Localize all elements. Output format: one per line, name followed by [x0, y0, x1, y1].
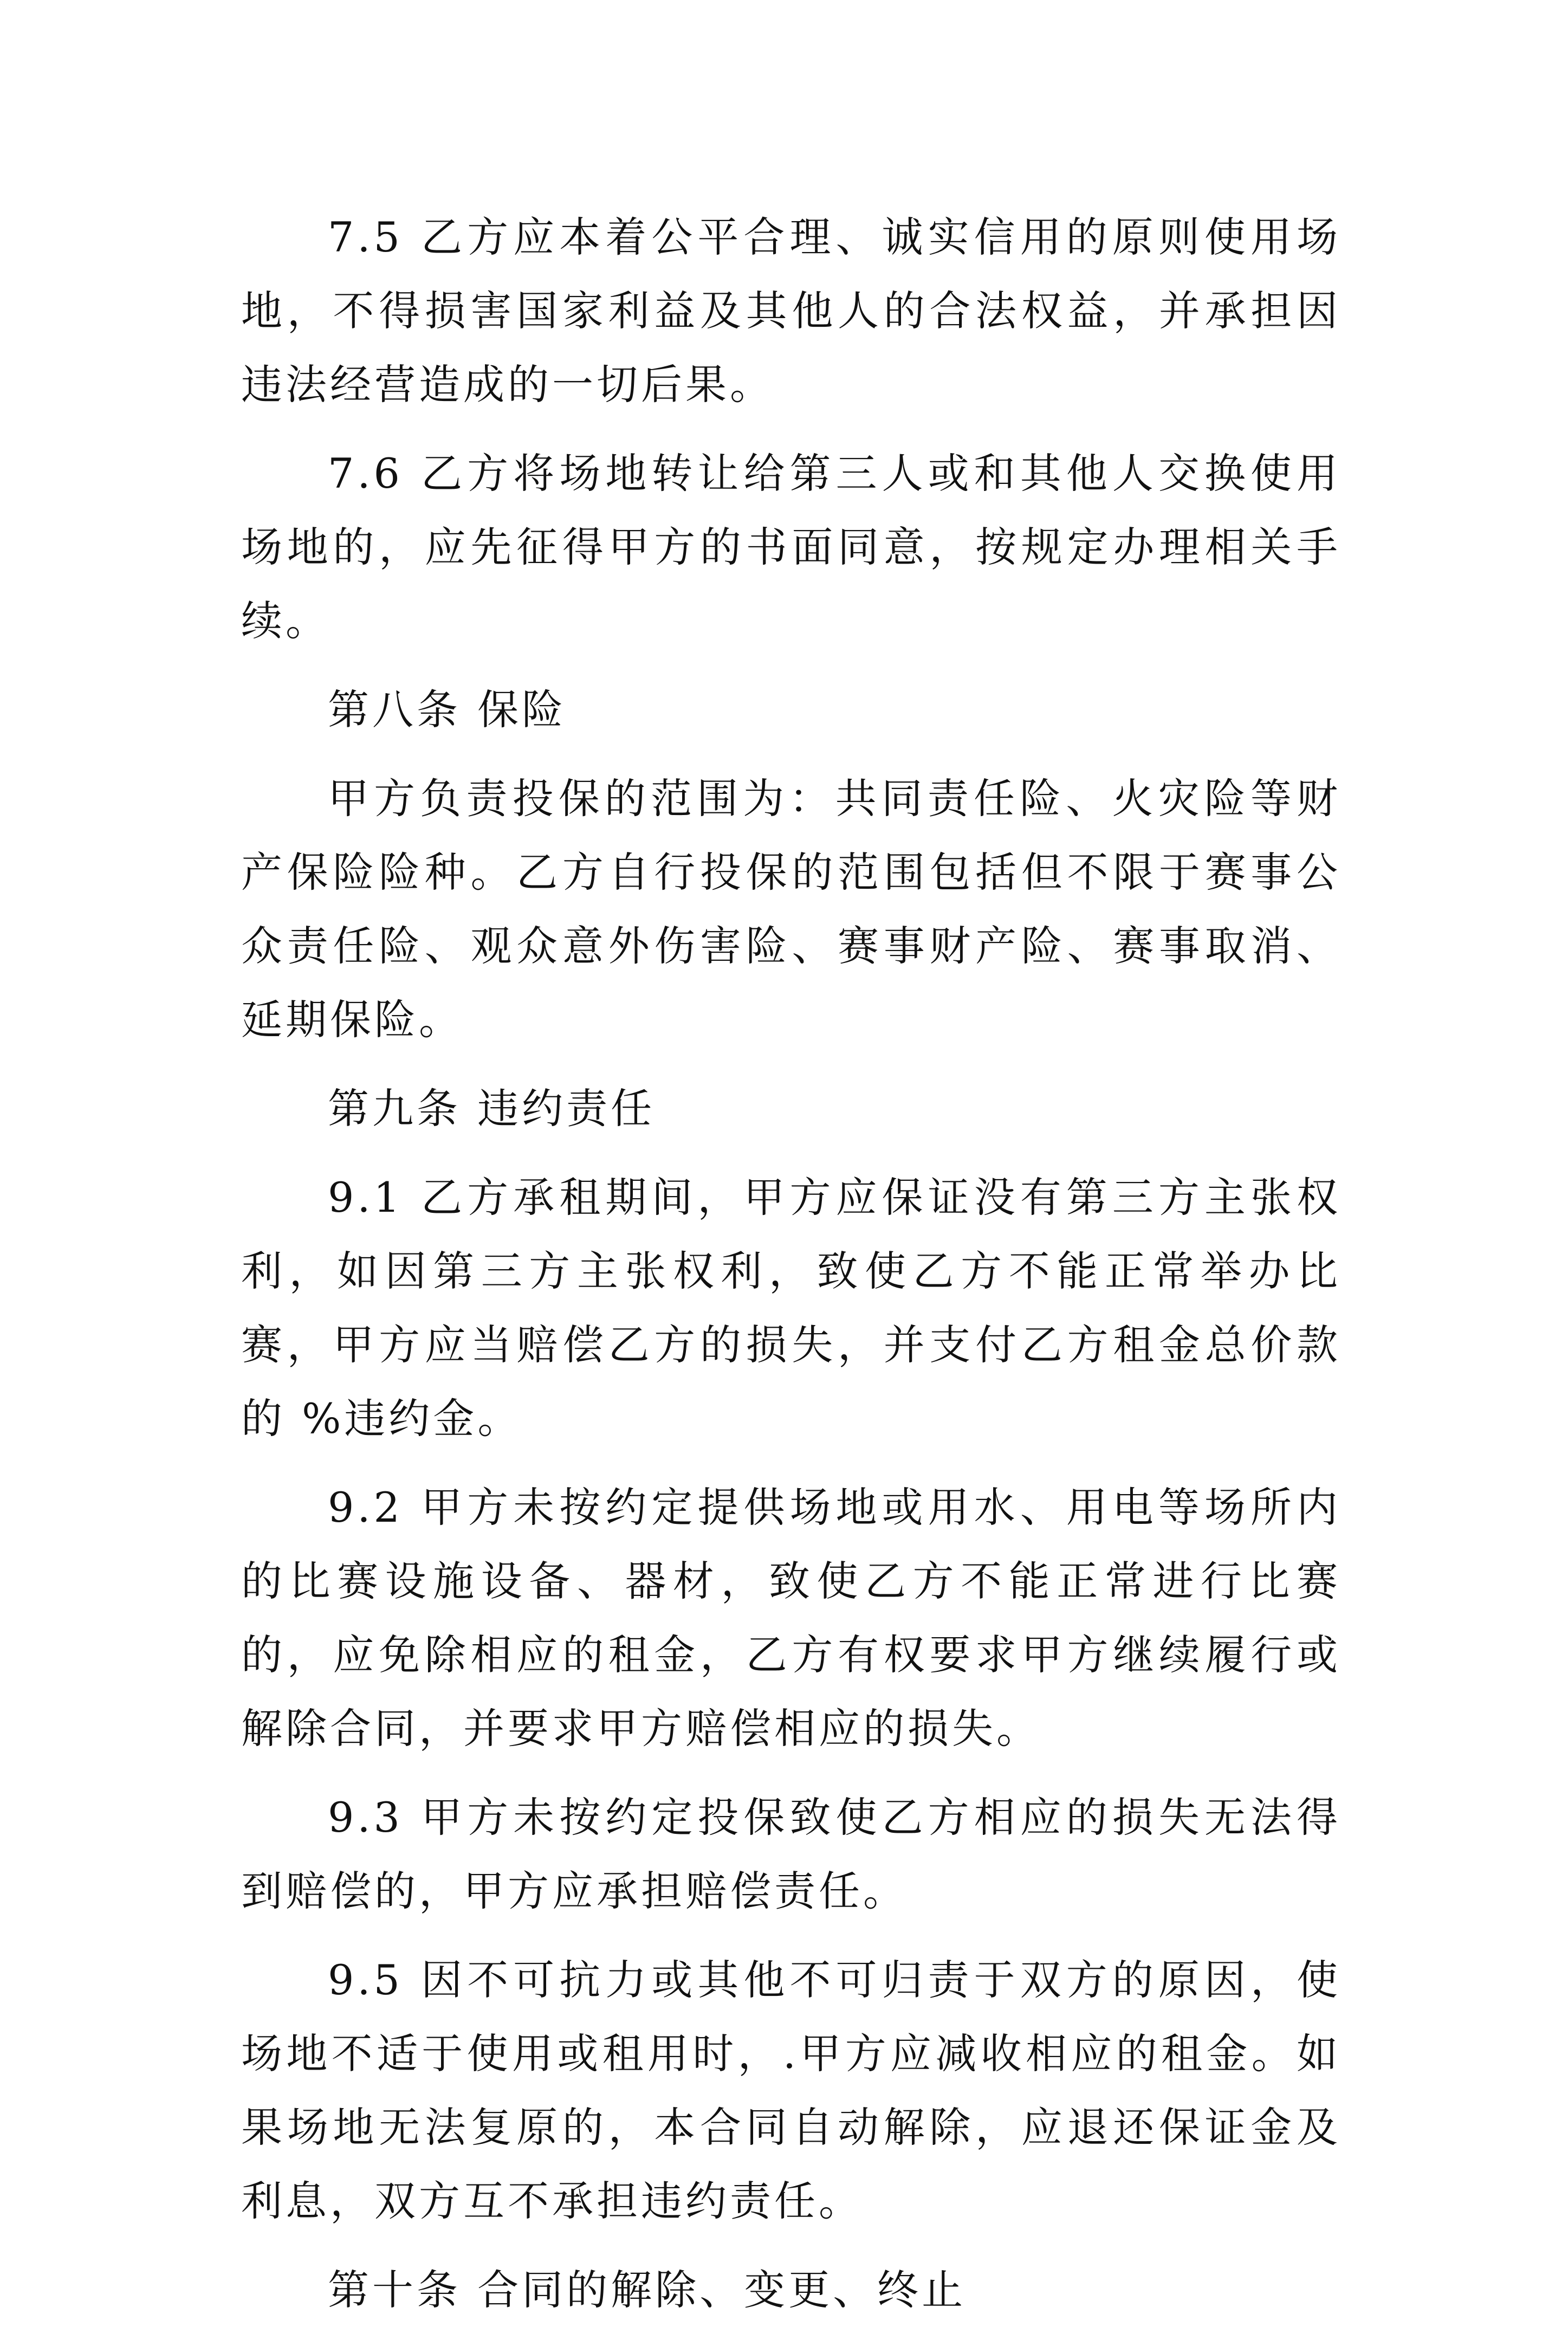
spacer [241, 658, 1341, 673]
spacer [241, 1456, 1341, 1471]
clause-9-1: 9.1 乙方承租期间，甲方应保证没有第三方主张权利，如因第三方主张权利，致使乙方不能正常举办比赛，甲方应当赔偿乙方的损失，并支付乙方租金总价款的 %违约金。 [241, 1173, 1341, 1443]
clause-7-6: 7.6 乙方将场地转让给第三人或和其他人交换使用场地的，应先征得甲方的书面同意，按规定办理相关手续。 [241, 449, 1341, 645]
spacer [241, 1766, 1341, 1781]
document-page [241, 201, 1341, 2327]
spacer [241, 1928, 1341, 1943]
spacer [241, 2238, 1341, 2253]
article-10-heading: 第十条 合同的解除、变更、终止 [328, 2266, 967, 2314]
spacer [241, 1057, 1341, 1072]
spacer [241, 1146, 1341, 1161]
clause-9-5: 9.5 因不可抗力或其他不可归责于双方的原因，使场地不适于使用或租用时，.甲方应减收相应的租金。如果场地无法复原的，本合同自动解除，应退还保证金及利息，双方互不承担违约责任。 [241, 1956, 1341, 2225]
spacer [241, 422, 1341, 437]
article-9-heading: 第九条 违约责任 [328, 1084, 656, 1133]
spacer [241, 747, 1341, 762]
article-8-body: 甲方负责投保的范围为：共同责任险、火灾险等财产保险险种。乙方自行投保的范围包括但不限于赛事公众责任险、观众意外伤害险、赛事财产险、赛事取消、延期保险。 [241, 774, 1341, 1044]
clause-9-3: 9.3 甲方未按约定投保致使乙方相应的损失无法得到赔偿的，甲方应承担赔偿责任。 [241, 1793, 1341, 1915]
clause-7-5: 7.5 乙方应本着公平合理、诚实信用的原则使用场地，不得损害国家利益及其他人的合法权益，并承担因违法经营造成的一切后果。 [241, 213, 1341, 409]
article-8-heading: 第八条 保险 [328, 686, 567, 734]
clause-9-2: 9.2 甲方未按约定提供场地或用水、用电等场所内的比赛设施设备、器材，致使乙方不能正常进行比赛的，应免除相应的租金，乙方有权要求甲方继续履行或解除合同，并要求甲方赔偿相应的损失。 [241, 1483, 1341, 1753]
